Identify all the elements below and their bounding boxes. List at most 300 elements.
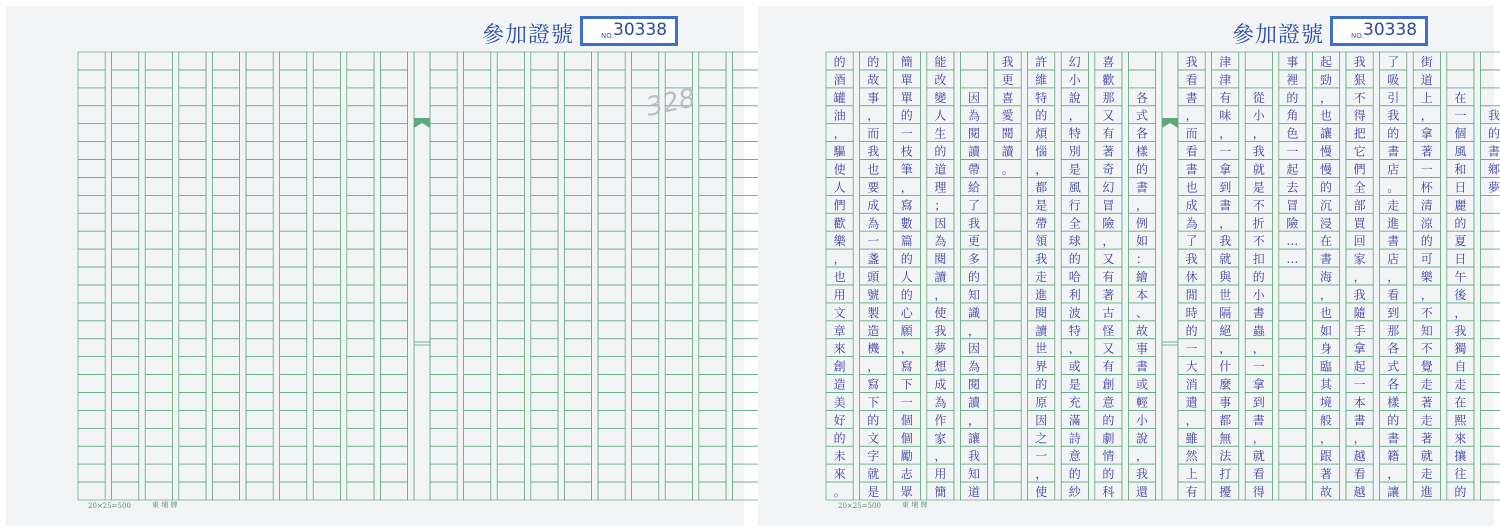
svg-text:津: 津 bbox=[1219, 72, 1232, 87]
svg-text:境: 境 bbox=[1319, 395, 1333, 410]
exam-id-label: NO. bbox=[601, 32, 614, 40]
svg-text:煩: 煩 bbox=[1035, 126, 1048, 141]
svg-text:的: 的 bbox=[1135, 162, 1149, 177]
essay-column bbox=[1286, 54, 1298, 266]
svg-text:在: 在 bbox=[1454, 90, 1467, 105]
svg-text:，: ， bbox=[833, 252, 846, 267]
essay-column bbox=[1069, 55, 1082, 499]
svg-text:我: 我 bbox=[1454, 323, 1467, 338]
svg-text:充: 充 bbox=[1068, 395, 1081, 410]
svg-text:情: 情 bbox=[1102, 449, 1115, 464]
svg-text:冒: 冒 bbox=[1102, 198, 1115, 213]
svg-text:，: ， bbox=[1387, 270, 1400, 285]
svg-text:怪: 怪 bbox=[1102, 323, 1115, 338]
svg-text:，: ， bbox=[1135, 449, 1149, 464]
svg-text:不: 不 bbox=[1420, 341, 1433, 356]
svg-text:消: 消 bbox=[1185, 377, 1198, 392]
svg-text:特: 特 bbox=[1068, 323, 1081, 338]
svg-text:，: ， bbox=[967, 323, 981, 338]
svg-text:雖: 雖 bbox=[1185, 431, 1198, 446]
svg-text:到: 到 bbox=[1219, 180, 1232, 195]
svg-text:，: ， bbox=[1252, 341, 1265, 356]
essay-handwriting bbox=[826, 52, 1500, 500]
svg-text:我: 我 bbox=[1035, 252, 1048, 267]
svg-text:書: 書 bbox=[1487, 144, 1500, 159]
svg-text:讀: 讀 bbox=[967, 395, 981, 410]
svg-text:滿: 滿 bbox=[1068, 413, 1081, 428]
svg-text:不: 不 bbox=[1252, 234, 1265, 249]
svg-text:們: 們 bbox=[1353, 162, 1366, 177]
svg-text:回: 回 bbox=[1353, 234, 1366, 249]
svg-text:不: 不 bbox=[1353, 90, 1366, 105]
svg-text:閱: 閱 bbox=[967, 126, 981, 141]
svg-text:也: 也 bbox=[1185, 180, 1198, 195]
svg-text:的: 的 bbox=[833, 54, 846, 69]
svg-text:我: 我 bbox=[967, 449, 981, 464]
svg-text:險: 險 bbox=[1102, 216, 1115, 231]
svg-text:的: 的 bbox=[1487, 126, 1500, 141]
svg-text:帶: 帶 bbox=[1035, 216, 1048, 231]
svg-text:的: 的 bbox=[1454, 216, 1467, 231]
svg-text:就: 就 bbox=[1252, 449, 1265, 464]
svg-text:眾: 眾 bbox=[900, 485, 913, 500]
svg-text:遣: 遣 bbox=[1185, 395, 1198, 410]
svg-text:，: ， bbox=[1185, 413, 1198, 428]
svg-text:我: 我 bbox=[934, 323, 947, 338]
svg-text:成: 成 bbox=[934, 377, 947, 392]
svg-text:越: 越 bbox=[1353, 449, 1366, 464]
svg-text:我: 我 bbox=[1487, 108, 1500, 123]
svg-text:改: 改 bbox=[934, 72, 947, 87]
svg-text:例: 例 bbox=[1135, 216, 1149, 231]
svg-text:讀: 讀 bbox=[1035, 323, 1048, 338]
svg-text:們: 們 bbox=[833, 198, 846, 213]
svg-text:特: 特 bbox=[1068, 126, 1081, 141]
svg-text:休: 休 bbox=[1185, 270, 1198, 285]
exam-id-title-right: 參加證號 bbox=[1232, 23, 1325, 48]
svg-text:本: 本 bbox=[1135, 287, 1149, 302]
svg-text:故: 故 bbox=[1135, 323, 1149, 338]
svg-text:書: 書 bbox=[1252, 413, 1265, 428]
svg-text:書: 書 bbox=[1185, 90, 1198, 105]
svg-text:自: 自 bbox=[1454, 359, 1467, 374]
essay-column bbox=[1421, 55, 1434, 499]
svg-text:利: 利 bbox=[1068, 287, 1081, 302]
svg-text:了: 了 bbox=[1387, 54, 1400, 69]
svg-text:都: 都 bbox=[1035, 180, 1048, 195]
svg-text:讓: 讓 bbox=[1319, 126, 1333, 141]
svg-text:輕: 輕 bbox=[1135, 395, 1149, 410]
svg-text:日: 日 bbox=[1454, 252, 1467, 267]
svg-text:讓: 讓 bbox=[1387, 485, 1400, 500]
svg-text:起: 起 bbox=[1353, 359, 1366, 374]
svg-text:我: 我 bbox=[1353, 54, 1366, 69]
svg-text:書: 書 bbox=[1252, 305, 1265, 320]
svg-text:籍: 籍 bbox=[1387, 449, 1400, 464]
svg-text:樂: 樂 bbox=[1420, 270, 1433, 285]
svg-text:能: 能 bbox=[934, 54, 947, 69]
svg-text:看: 看 bbox=[1252, 467, 1265, 482]
svg-text:事: 事 bbox=[1219, 395, 1232, 410]
svg-text:說: 說 bbox=[1068, 90, 1081, 105]
svg-text:，: ， bbox=[1319, 431, 1333, 446]
svg-text:閒: 閒 bbox=[1185, 287, 1198, 302]
svg-text:勁: 勁 bbox=[1319, 72, 1333, 87]
svg-text:道: 道 bbox=[934, 162, 947, 177]
svg-text:還: 還 bbox=[1135, 485, 1149, 500]
paper-spec-label: 20×25=500 bbox=[88, 502, 131, 510]
svg-text:著: 著 bbox=[1420, 431, 1433, 446]
svg-text:其: 其 bbox=[1319, 377, 1333, 392]
svg-text:的: 的 bbox=[1286, 90, 1299, 105]
svg-text:覺: 覺 bbox=[1420, 359, 1433, 374]
svg-text:詩: 詩 bbox=[1068, 431, 1081, 446]
svg-text:也: 也 bbox=[833, 270, 846, 285]
exam-id-box bbox=[580, 16, 678, 46]
svg-text:風: 風 bbox=[1454, 144, 1467, 159]
svg-text:走: 走 bbox=[1454, 377, 1467, 392]
essay-column bbox=[867, 55, 880, 499]
svg-text:書: 書 bbox=[1353, 413, 1366, 428]
svg-text:或: 或 bbox=[1135, 377, 1149, 392]
svg-text:使: 使 bbox=[934, 305, 947, 320]
svg-text:道: 道 bbox=[967, 485, 981, 500]
svg-text:看: 看 bbox=[1185, 144, 1198, 159]
svg-text:個: 個 bbox=[1454, 126, 1467, 141]
essay-column bbox=[1387, 55, 1399, 499]
svg-text:式: 式 bbox=[1135, 108, 1149, 123]
svg-text:然: 然 bbox=[1185, 449, 1198, 464]
svg-text:，: ， bbox=[934, 287, 947, 302]
svg-text:拿: 拿 bbox=[1252, 377, 1265, 392]
svg-text:文: 文 bbox=[867, 431, 880, 446]
svg-text:號: 號 bbox=[867, 287, 880, 302]
svg-text:因: 因 bbox=[1035, 413, 1048, 428]
svg-text:夢: 夢 bbox=[1487, 180, 1500, 195]
svg-text:用: 用 bbox=[833, 287, 846, 302]
svg-text:帶: 帶 bbox=[967, 162, 981, 177]
svg-text:，: ， bbox=[1353, 270, 1366, 285]
svg-text:機: 機 bbox=[867, 341, 880, 356]
svg-text:的: 的 bbox=[1319, 180, 1333, 195]
svg-text:界: 界 bbox=[1035, 359, 1048, 374]
svg-text:造: 造 bbox=[833, 377, 846, 392]
svg-text:無: 無 bbox=[1219, 431, 1232, 446]
svg-text:書: 書 bbox=[1219, 198, 1232, 213]
svg-text:的: 的 bbox=[1102, 467, 1115, 482]
svg-text:折: 折 bbox=[1252, 216, 1265, 231]
svg-text:來: 來 bbox=[833, 467, 846, 482]
svg-text:世: 世 bbox=[1219, 287, 1232, 302]
svg-text:閱: 閱 bbox=[1001, 126, 1014, 141]
svg-text:各: 各 bbox=[1387, 341, 1400, 356]
svg-text:人: 人 bbox=[900, 270, 913, 285]
svg-text:來: 來 bbox=[1454, 431, 1467, 446]
svg-text:…: … bbox=[1286, 252, 1299, 267]
left-manuscript-sheet bbox=[6, 6, 744, 526]
svg-text:用: 用 bbox=[934, 467, 947, 482]
svg-text:為: 為 bbox=[867, 216, 880, 231]
svg-text:，: ， bbox=[867, 108, 880, 123]
svg-text:的: 的 bbox=[1387, 413, 1400, 428]
svg-text:事: 事 bbox=[1286, 54, 1299, 69]
svg-text:閱: 閱 bbox=[967, 377, 981, 392]
svg-text:各: 各 bbox=[1135, 126, 1149, 141]
svg-text:別: 別 bbox=[1068, 144, 1081, 159]
svg-text:心: 心 bbox=[900, 305, 913, 320]
svg-text:為: 為 bbox=[967, 108, 981, 123]
svg-text:幻: 幻 bbox=[1068, 54, 1081, 69]
svg-text:下: 下 bbox=[867, 395, 880, 410]
svg-text:盞: 盞 bbox=[867, 252, 880, 267]
svg-text:一: 一 bbox=[900, 126, 913, 141]
svg-text:來: 來 bbox=[833, 341, 846, 356]
svg-text:歡: 歡 bbox=[833, 216, 846, 231]
svg-text:起: 起 bbox=[1319, 54, 1333, 69]
svg-text:願: 願 bbox=[900, 323, 913, 338]
svg-text:生: 生 bbox=[934, 126, 947, 141]
svg-text:拿: 拿 bbox=[1219, 162, 1232, 177]
paper-spec-label-right: 20×25=500 bbox=[838, 502, 881, 510]
svg-text:一: 一 bbox=[1286, 144, 1299, 159]
svg-text:我: 我 bbox=[1353, 287, 1366, 302]
svg-text:身: 身 bbox=[1319, 341, 1333, 356]
svg-text:全: 全 bbox=[1068, 216, 1081, 231]
svg-text:不: 不 bbox=[1420, 305, 1433, 320]
svg-text:使: 使 bbox=[833, 162, 846, 177]
svg-text:味: 味 bbox=[1219, 108, 1232, 123]
svg-text:，: ， bbox=[1387, 467, 1400, 482]
svg-text:為: 為 bbox=[967, 359, 981, 374]
svg-text:惱: 惱 bbox=[1035, 144, 1048, 159]
svg-text:樣: 樣 bbox=[1135, 144, 1149, 159]
essay-column bbox=[1219, 54, 1232, 499]
svg-text:是: 是 bbox=[867, 485, 880, 500]
paper-brand-label: 東 埔 牌 bbox=[152, 501, 178, 509]
svg-text:部: 部 bbox=[1353, 198, 1366, 213]
svg-text:的: 的 bbox=[1454, 485, 1467, 500]
svg-text:看: 看 bbox=[1185, 72, 1198, 87]
svg-text:後: 後 bbox=[1454, 287, 1467, 302]
svg-text:買: 買 bbox=[1353, 216, 1366, 231]
essay-column bbox=[1002, 54, 1015, 177]
svg-text:知: 知 bbox=[967, 287, 981, 302]
svg-text:看: 看 bbox=[1387, 287, 1400, 302]
svg-text:走: 走 bbox=[1035, 270, 1048, 285]
svg-text:上: 上 bbox=[1420, 90, 1433, 105]
svg-text:製: 製 bbox=[867, 305, 880, 320]
svg-text:的: 的 bbox=[967, 270, 981, 285]
svg-text:多: 多 bbox=[967, 252, 981, 267]
svg-text:一: 一 bbox=[1252, 359, 1265, 374]
svg-text:紗: 紗 bbox=[1068, 485, 1081, 500]
svg-text:小: 小 bbox=[1252, 108, 1265, 123]
svg-text:的: 的 bbox=[1102, 413, 1115, 428]
svg-text:各: 各 bbox=[1135, 90, 1149, 105]
svg-text:變: 變 bbox=[934, 90, 947, 105]
svg-text:進: 進 bbox=[1420, 485, 1433, 500]
svg-text:章: 章 bbox=[833, 323, 846, 338]
svg-text:不: 不 bbox=[1252, 198, 1265, 213]
svg-text:店: 店 bbox=[1387, 252, 1400, 267]
svg-text:到: 到 bbox=[1252, 395, 1265, 410]
svg-text:沉: 沉 bbox=[1319, 198, 1333, 213]
svg-text:喜: 喜 bbox=[1102, 54, 1115, 69]
svg-text:歡: 歡 bbox=[1102, 72, 1115, 87]
svg-text:裡: 裡 bbox=[1286, 72, 1299, 87]
fold-marker-icon bbox=[414, 118, 430, 128]
svg-text:與: 與 bbox=[1219, 270, 1232, 285]
svg-text:起: 起 bbox=[1286, 162, 1299, 177]
svg-text:事: 事 bbox=[867, 90, 880, 105]
svg-text:寫: 寫 bbox=[900, 198, 913, 213]
svg-text:和: 和 bbox=[1454, 162, 1467, 177]
svg-text:事: 事 bbox=[1135, 341, 1149, 356]
svg-text:喜: 喜 bbox=[1001, 90, 1014, 105]
svg-text:知: 知 bbox=[1420, 323, 1433, 338]
svg-text:走: 走 bbox=[1420, 467, 1433, 482]
svg-text:原: 原 bbox=[1035, 395, 1048, 410]
svg-text:有: 有 bbox=[1102, 270, 1115, 285]
svg-text:意: 意 bbox=[1068, 449, 1081, 464]
essay-title bbox=[1488, 108, 1500, 195]
svg-text:把: 把 bbox=[1353, 126, 1366, 141]
svg-text:的: 的 bbox=[900, 252, 913, 267]
svg-text:鄉: 鄉 bbox=[1487, 162, 1500, 177]
svg-text:，: ， bbox=[1135, 198, 1149, 213]
svg-text:熙: 熙 bbox=[1454, 413, 1467, 428]
svg-text:一: 一 bbox=[867, 234, 880, 249]
svg-text:著: 著 bbox=[1102, 287, 1115, 302]
svg-text:驅: 驅 bbox=[833, 144, 846, 159]
svg-text:是: 是 bbox=[1252, 180, 1265, 195]
svg-text:世: 世 bbox=[1035, 341, 1048, 356]
svg-text:一: 一 bbox=[1219, 144, 1232, 159]
svg-text:給: 給 bbox=[967, 180, 981, 195]
svg-text:，: ， bbox=[1420, 108, 1433, 123]
svg-text:有: 有 bbox=[1185, 485, 1198, 500]
svg-text:險: 險 bbox=[1286, 216, 1299, 231]
svg-text:麼: 麼 bbox=[1219, 377, 1232, 392]
svg-text:獨: 獨 bbox=[1454, 341, 1467, 356]
svg-text:色: 色 bbox=[1286, 126, 1299, 141]
svg-text:我: 我 bbox=[1185, 252, 1198, 267]
svg-text:著: 著 bbox=[1420, 395, 1433, 410]
svg-text:時: 時 bbox=[1185, 305, 1198, 320]
svg-text:下: 下 bbox=[900, 377, 913, 392]
svg-text:的: 的 bbox=[1035, 108, 1048, 123]
svg-text:，: ， bbox=[1319, 90, 1333, 105]
svg-text:角: 角 bbox=[1286, 108, 1299, 123]
svg-text:家: 家 bbox=[1353, 252, 1366, 267]
svg-text:：: ： bbox=[1135, 252, 1149, 267]
svg-text:球: 球 bbox=[1068, 234, 1081, 249]
svg-text:酒: 酒 bbox=[833, 72, 846, 87]
svg-text:奇: 奇 bbox=[1102, 162, 1115, 177]
svg-text:故: 故 bbox=[1319, 485, 1333, 500]
paper-brand-label-right: 東 埔 牌 bbox=[902, 501, 928, 509]
svg-text:小: 小 bbox=[1068, 72, 1081, 87]
svg-text:閱: 閱 bbox=[1035, 305, 1048, 320]
svg-text:頭: 頭 bbox=[867, 270, 880, 285]
svg-text:領: 領 bbox=[1035, 234, 1048, 249]
svg-text:的: 的 bbox=[1252, 270, 1265, 285]
left-manuscript-grid bbox=[78, 52, 678, 500]
exam-id-title: 參加證號 bbox=[482, 23, 575, 48]
svg-text:往: 往 bbox=[1454, 467, 1467, 482]
svg-text:吸: 吸 bbox=[1387, 72, 1400, 87]
svg-text:上: 上 bbox=[1185, 467, 1198, 482]
right-manuscript-sheet bbox=[758, 6, 1500, 526]
svg-text:讀: 讀 bbox=[967, 144, 981, 159]
exam-id-label-right: NO. bbox=[1351, 32, 1364, 40]
svg-text:作: 作 bbox=[934, 413, 947, 428]
exam-id-box-right bbox=[1330, 16, 1428, 46]
svg-text:，: ， bbox=[1185, 108, 1198, 123]
svg-text:的: 的 bbox=[900, 108, 913, 123]
svg-text:走: 走 bbox=[1420, 413, 1433, 428]
svg-text:文: 文 bbox=[833, 305, 846, 320]
svg-text:臨: 臨 bbox=[1319, 359, 1333, 374]
svg-text:理: 理 bbox=[934, 180, 947, 195]
svg-text:是: 是 bbox=[1068, 377, 1081, 392]
svg-text:，: ， bbox=[1219, 216, 1232, 231]
svg-text:因: 因 bbox=[967, 90, 981, 105]
svg-text:簡: 簡 bbox=[934, 485, 947, 500]
svg-text:隨: 隨 bbox=[1353, 305, 1366, 320]
svg-text:人: 人 bbox=[934, 108, 947, 123]
svg-text:麗: 麗 bbox=[1454, 198, 1467, 213]
svg-text:的: 的 bbox=[867, 54, 880, 69]
svg-text:讓: 讓 bbox=[967, 431, 981, 446]
svg-text:的: 的 bbox=[833, 431, 846, 446]
svg-text:有: 有 bbox=[1102, 126, 1115, 141]
svg-text:讀: 讀 bbox=[1001, 144, 1014, 159]
svg-text:志: 志 bbox=[900, 467, 913, 482]
svg-text:從: 從 bbox=[1252, 90, 1265, 105]
svg-text:而: 而 bbox=[867, 126, 880, 141]
svg-text:；: ； bbox=[934, 198, 947, 213]
svg-text:手: 手 bbox=[1353, 323, 1366, 338]
svg-text:罐: 罐 bbox=[833, 90, 846, 105]
svg-text:樣: 樣 bbox=[1387, 395, 1400, 410]
essay-column bbox=[833, 55, 847, 499]
svg-text:道: 道 bbox=[1420, 72, 1433, 87]
essay-column bbox=[1354, 54, 1367, 499]
svg-text:一: 一 bbox=[1454, 108, 1467, 123]
svg-text:就: 就 bbox=[1219, 252, 1232, 267]
svg-text:有: 有 bbox=[1102, 359, 1115, 374]
svg-text:書: 書 bbox=[1135, 359, 1149, 374]
svg-text:那: 那 bbox=[1102, 90, 1115, 105]
svg-text:更: 更 bbox=[967, 234, 981, 249]
pencil-margin-note: 328 bbox=[643, 83, 699, 123]
svg-text:，: ， bbox=[1319, 287, 1333, 302]
svg-text:法: 法 bbox=[1219, 449, 1232, 464]
svg-text:小: 小 bbox=[1135, 413, 1149, 428]
svg-text:油: 油 bbox=[833, 108, 846, 123]
svg-text:攘: 攘 bbox=[1454, 449, 1467, 464]
svg-text:書: 書 bbox=[1387, 144, 1400, 159]
essay-column bbox=[933, 54, 947, 499]
svg-text:。: 。 bbox=[1387, 180, 1400, 195]
svg-text:而: 而 bbox=[1185, 126, 1198, 141]
svg-text:就: 就 bbox=[1252, 162, 1265, 177]
svg-text:寫: 寫 bbox=[900, 359, 913, 374]
svg-text:說: 說 bbox=[1135, 431, 1149, 446]
svg-text:劇: 劇 bbox=[1102, 431, 1115, 446]
svg-text:般: 般 bbox=[1319, 413, 1333, 428]
